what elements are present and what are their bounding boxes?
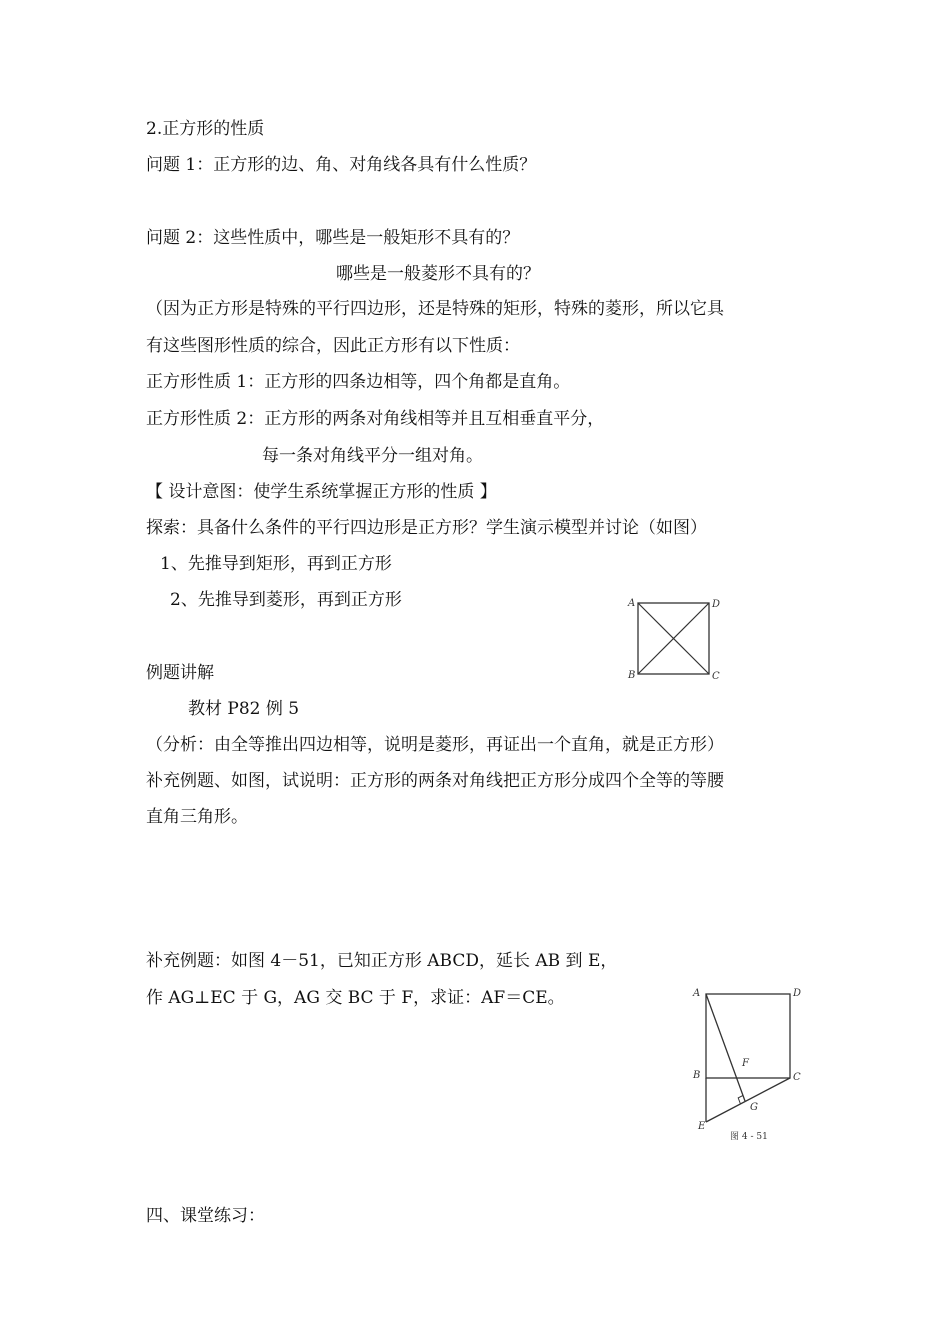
label-e: E xyxy=(698,1121,706,1132)
question-2-line-1: 问题 2：这些性质中，哪些是一般矩形不具有的？ xyxy=(146,228,520,248)
step-2: 2、先推导到菱形，再到正方形 xyxy=(170,590,402,610)
explore-question: 探索：具备什么条件的平行四边形是正方形？学生演示模型并讨论（如图） xyxy=(146,518,707,538)
explanation-line-2: 有这些图形性质的综合，因此正方形有以下性质： xyxy=(146,336,520,356)
label-f: F xyxy=(742,1058,749,1069)
square-diagonals-figure xyxy=(624,592,730,696)
label-a: A xyxy=(628,598,636,609)
section-heading: 2.正方形的性质 xyxy=(146,119,265,139)
property-1: 正方形性质 1：正方形的四条边相等，四个角都是直角。 xyxy=(146,372,571,392)
question-2-line-2: 哪些是一般菱形不具有的？ xyxy=(336,264,540,284)
label-c: C xyxy=(712,671,720,682)
figure-4-51 xyxy=(686,982,816,1147)
label-g: G xyxy=(750,1102,758,1113)
design-intent: 【 设计意图：使学生系统掌握正方形的性质 】 xyxy=(146,482,497,502)
segment-ec xyxy=(706,1078,790,1122)
analysis-note: （分析：由全等推出四边相等，说明是菱形，再证出一个直角，就是正方形） xyxy=(146,735,724,755)
supplement-2-line-2: 作 AG⊥EC 于 G，AG 交 BC 于 F，求证：AF＝CE。 xyxy=(146,988,565,1008)
property-2-line-2: 每一条对角线平分一组对角。 xyxy=(262,446,483,466)
practice-heading: 四、课堂练习： xyxy=(146,1206,265,1226)
property-2-line-1: 正方形性质 2：正方形的两条对角线相等并且互相垂直平分， xyxy=(146,409,605,429)
label-b: B xyxy=(628,670,636,681)
segment-ag xyxy=(706,994,745,1101)
explanation-line-1: （因为正方形是特殊的平行四边形，还是特殊的矩形，特殊的菱形，所以它具 xyxy=(146,299,724,319)
question-1: 问题 1：正方形的边、角、对角线各具有什么性质？ xyxy=(146,155,537,175)
supplement-1-line-2: 直角三角形。 xyxy=(146,807,248,827)
step-1: 1、先推导到矩形，再到正方形 xyxy=(160,554,392,574)
supplement-1-line-1: 补充例题、如图，试说明：正方形的两条对角线把正方形分成四个全等的等腰 xyxy=(146,771,724,791)
label-b: B xyxy=(693,1070,701,1081)
label-d: D xyxy=(793,988,802,999)
supplement-2-line-1: 补充例题：如图 4－51，已知正方形 ABCD，延长 AB 到 E， xyxy=(146,951,618,971)
label-c: C xyxy=(793,1072,801,1083)
example-heading: 例题讲解 xyxy=(146,663,214,683)
figure-caption: 图 4 - 51 xyxy=(730,1132,768,1142)
label-d: D xyxy=(712,599,721,610)
textbook-example: 教材 P82 例 5 xyxy=(188,699,300,719)
label-a: A xyxy=(693,988,701,999)
